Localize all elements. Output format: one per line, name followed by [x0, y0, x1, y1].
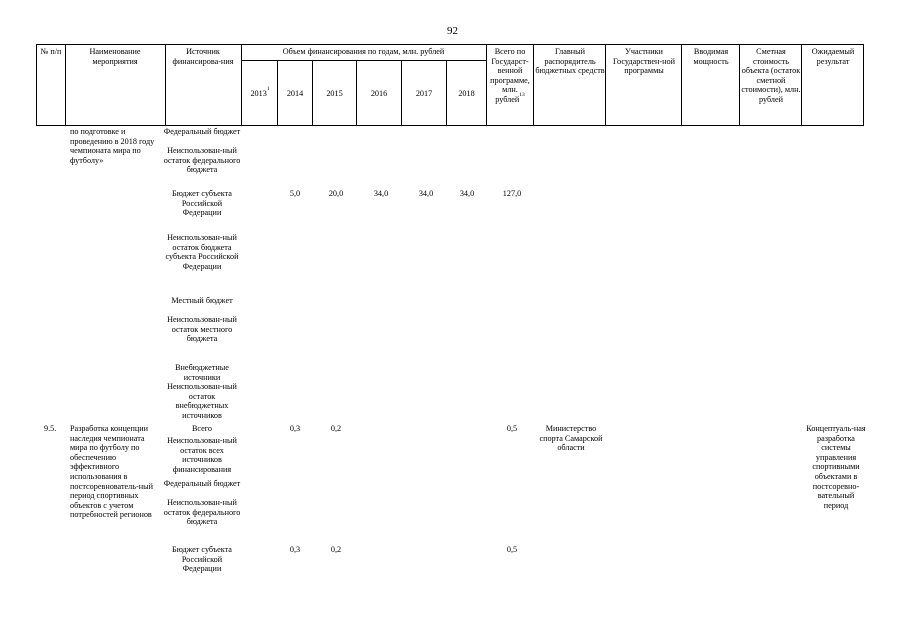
row-9-5-name: Разработка концепции наследия чемпионата мира по футболу по обеспечению эффективного использования в постсоревнователь-ный период спортивных объектов с учетом потребностей регионов — [70, 424, 153, 520]
source-regional-unused: Неиспользован-ный остаток бюджета субъекта Российской Федерации — [165, 233, 239, 271]
row-9-5-number: 9.5. — [44, 424, 57, 433]
row-9-5-total-2015: 0,2 — [330, 424, 342, 433]
cont-2015-value: 20,0 — [328, 189, 344, 198]
cont-2018-value: 34,0 — [459, 189, 475, 198]
row-9-5-total-2014: 0,3 — [289, 424, 301, 433]
source-federal-unused: Неиспользован-ный остаток федерального бюджета — [163, 146, 241, 175]
source-extrabudget: Внебюджетные источники — [175, 363, 229, 382]
year-2018-header: 2018 — [458, 89, 475, 98]
row-9-5-manager: Министерство спорта Самарской области — [539, 424, 603, 453]
row-9-5-total-sum: 0,5 — [506, 424, 518, 433]
year-2017-header: 2017 — [415, 89, 433, 98]
page-number: 92 — [447, 25, 458, 37]
source-federal-unused-9-5: Неиспользован-ный остаток федерального бюджета — [163, 498, 241, 527]
source-extrabudget-unused: Неиспользован-ный остаток внебюджетных источников — [167, 382, 237, 420]
source-regional-9-5: Бюджет субъекта Российской Федерации — [172, 545, 232, 574]
row-9-5-regional-sum: 0,5 — [506, 545, 518, 554]
col-name-header: Наименование мероприятия — [89, 47, 141, 66]
col-num-header: № п/п — [40, 47, 62, 56]
cont-2016-value: 34,0 — [373, 189, 389, 198]
col-total-header: Всего по Государст-венной программе, млн. рублей$^{13}$ — [490, 47, 530, 104]
col-participants-header: Участники Государствен-ной программы — [613, 47, 675, 76]
row-9-5-regional-2014: 0,3 — [289, 545, 301, 554]
col-cost-header: Сметная стоимость объекта (остаток сметной стоимости), млн. рублей — [741, 47, 801, 104]
year-2014-header: 2014 — [286, 89, 304, 98]
cont-total-value: 127,0 — [502, 189, 522, 198]
source-all-unused: Неиспользован-ный остаток всех источников финансирования — [167, 436, 237, 474]
row-9-5-regional-2015: 0,2 — [330, 545, 342, 554]
col-result-header: Ожидаемый результат — [811, 47, 855, 66]
table-header — [36, 44, 864, 126]
col-capacity-header: Вводимая мощность — [693, 47, 729, 66]
row-9-5-result: Концептуаль-ная разработка системы управления спортивными объектами в постсоревно-вательный период — [806, 424, 866, 510]
year-2013-header: 2013$^1$ — [250, 86, 270, 98]
year-2015-header: 2015 — [326, 89, 343, 98]
source-local-unused: Неиспользован-ный остаток местного бюджета — [167, 315, 237, 344]
col-source-header: Источник финансирова-ния — [172, 47, 234, 66]
cont-2017-value: 34,0 — [418, 189, 434, 198]
col-funding-header: Объем финансирования по годам, млн. рублей — [282, 47, 445, 56]
cont-2014-value: 5,0 — [289, 189, 301, 198]
year-2016-header: 2016 — [370, 89, 388, 98]
source-federal: Федеральный бюджет — [163, 127, 241, 136]
col-manager-header: Главный распорядитель бюджетных средств — [535, 47, 605, 76]
source-regional: Бюджет субъекта Российской Федерации — [172, 189, 232, 218]
source-local: Местный бюджет — [171, 296, 233, 305]
source-federal-9-5: Федеральный бюджет — [163, 479, 241, 488]
header-right-border — [863, 44, 864, 126]
source-total: Всего — [191, 424, 213, 433]
continuation-name: по подготовке и проведению в 2018 году чемпионата мира по футболу» — [70, 127, 155, 165]
